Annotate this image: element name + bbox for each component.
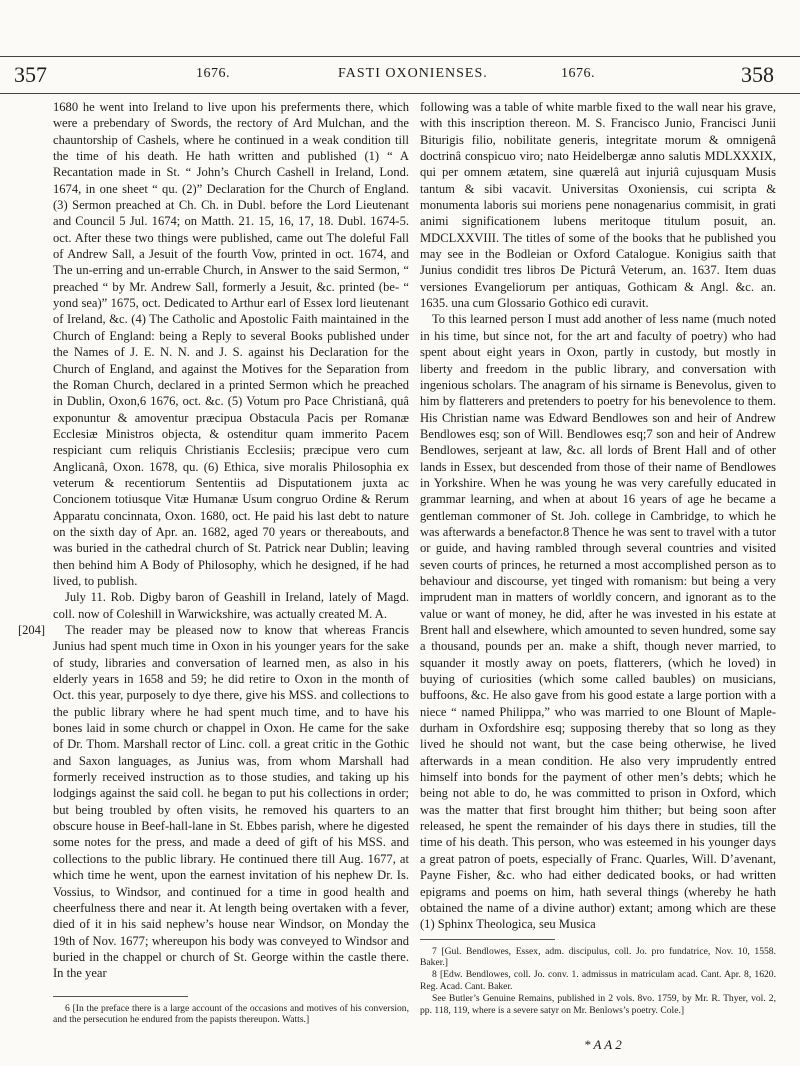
margin-page-mark: [204] <box>18 623 46 637</box>
right-column <box>420 99 776 1016</box>
footnote: 7 [Gul. Bendlowes, Essex, adm. discipulus, coll. Jo. pro fundatrice, Nov. 10, 1558. Baker.] <box>420 945 776 969</box>
top-rule <box>0 56 800 57</box>
footnote: 6 [In the preface there is a large account of the occasions and motives of his conversion, and the persecution he endured from the papists thereupon. Watts.] <box>53 1002 409 1026</box>
footnote: 8 [Edw. Bendlowes, coll. Jo. conv. 1. admissus in matriculam acad. Cant. Apr. 8, 1620. Reg. Acad. Cant. Baker. <box>420 969 776 992</box>
footnote: See Butler’s Genuine Remains, published in 2 vols. 8vo. 1759, by Mr. R. Thyer, vol. 2, pp. 118, 119, where is a severe satyr on Mr. Benlows’s poetry. Cole.] <box>420 992 776 1016</box>
right-year: 1676. <box>561 66 595 81</box>
footnote-rule <box>420 939 555 940</box>
left-page-number: 357 <box>14 62 47 87</box>
footnote-rule <box>53 996 188 997</box>
header-rule <box>0 93 800 94</box>
paragraph: July 11. Rob. Digby baron of Geashill in Ireland, lately of Magd. coll. now of Coleshill in Warwickshire, was actually created M. A. <box>53 590 409 621</box>
left-year: 1676. <box>196 66 230 81</box>
signature-mark: * A A 2 <box>584 1037 622 1052</box>
paragraph: 1680 he went into Ireland to live upon his preferments there, which were a prebendary of Swords, the rectory of Ard Mulchan, and the chauntorship of Cashels, where he continued in a weak condition till the time of his death. He hath written and published (1) “ A Recantation made in St. “ John’s Church Cashell in Ireland, Lond. 1674, in one sheet “ qu. (2)” Declaration for the Church of England. (3) Sermon preached at Ch. Ch. in Dubl. before the Lord Lieutenant and Council 5 Jul. 1674; on Matth. 21. 15, 16, 17, 18. Dubl. 1674-5. oct. After these two things were published, came out The doleful Fall of Andrew Sall, a Jesuit of the fourth Vow, printed in oct. 1674, and The un-erring and un-errable Church, in Answer to the said Sermon, “ preached “ by Mr. Andrew Sall, formerly a Jesuit, &c. printed (be- “ yond sea)” 1675, oct. Dedicated to Arthur earl of Essex lord lieutenant of Ireland, &c. (4) The Catholic and Apostolic Faith maintained in the Church of England: being a Reply to several Books published under the Names of J. E. N. N. and J. S. against his Declaration for the Church of England, and against the Motives for the Separation from the Roman Church, declared in a printed Sermon which he preached in Dublin, Oxon,6 1676, oct. &c. (5) Votum pro Pace Christianâ, quâ exponuntur & amoventur præcipua Obstacula Pacis per Romanæ Ecclesiæ Ministros objecta, & ostenditur quam immerito Pacem respiciant cum reliquis Christianis Ecclesiis; præcipue vero cum Anglicanâ, Oxon. 1678, qu. (6) Ethica, sive moralis Philosophia ex veterum & recentiorum Sententiis ad Disputationem juxta ac Concionem totiusque Vitæ Humanæ Usum congruo Ordine & Rerum Apparatu concinnata, Oxon. 1680, oct. He paid his last debt to nature on the sixth day of Apr. an. 1682, aged 70 years or thereabouts, and was buried in the cathedral church of St. Patrick near Dublin; leaving then behind him A Body of Philosophy, which he designed, if he had lived, to publish. <box>53 100 409 588</box>
right-page-number: 358 <box>741 62 774 87</box>
paragraph: following was a table of white marble fixed to the wall near his grave, with this inscription thereon. M. S. Francisco Junio, Francisci Junii Biturigis filio, nobilitate generis, integritate morum & omnigenâ doctrinâ conspicuo viro; nato Heidelbergæ anno salutis MDLXXXIX, qui per omnem ætatem, sine quærelâ aut injuriâ cujusquam Musis tantum & sibi vacavit. Universitas Oxoniensis, cui scripta & monumenta laboris sui moriens pene nonagenarius commisit, in grati animi significationem lubens meritoque titulum posuit, an. MDCLXXVIII. The titles of some of the books that he published you may see in the Bodleian or Oxford Catalogue. Konigius saith that Junius condidit tres libros De Picturâ Veterum, an. 1637. Item duas versiones Evangeliorum per antiquas, Gothicam & Angl. &c. an. 1635. una cum Glossario Gothico edi curavit. <box>420 100 776 311</box>
running-title: FASTI OXONIENSES. <box>338 66 488 81</box>
paragraph: To this learned person I must add another of less name (much noted in his time, but since not, for the art and faculty of poetry) who had spent about eight years in Oxon, partly in custody, but mostly in liberty and freedom in the public library, and conversation with ingenious scholars. The anagram of his sirname is Benevolus, given to him by flatterers and pretenders to poetry for his benevolence to them. His Christian name was Edward Bendlowes son and heir of Andrew Bendlowes esq; son of Will. Bendlowes esq;7 son and heir of Andrew Bendlowes, serjeant at law, &c. all lords of Brent Hall and of other lands in Essex, but descended from those of their name of Bendlowes in Yorkshire. When he was young he was very carefully educated in grammar learning, and when at about 16 years of age he became a gentleman commoner of St. Joh. college in Cambridge, to which he was afterwards a benefactor.8 Thence he was sent to travel with a tutor or guide, and having rambled through several countries and visited seven courts of princes, he returned a most accomplished person as to behaviour and discourse, yet tinged with romanism: but being a very imprudent man in matters of worldly concern, and ignorant as to the value or want of money, he did, after he was invested in his estate at Brent hall and elsewhere, which amounted to seven hundred, some say a thousand, pounds per an. make a shift, though never married, to squander it mostly away on poets, flatterers, (which he loved) in buying of curiosities (which some called baubles) on musicians, buffoons, &c. He also gave from his good estate a large portion with a niece “ named Philippa,” who was married to one Blount of Maple-durham in Oxfordshire esq; supposing thereby that so long as they lived he should not want, but the case being otherwise, he lived afterwards in a mean condition. He also very imprudently entred himself into bonds for the payment of other men’s debts; which he being not able to do, he was committed to prison in Oxford, which was the matter that first brought him thither; but being soon after released, he spent the remainder of his days there in studies, till the time of his death. This person, who was esteemed in his younger days a great patron of poets, especially of Franc. Quarles, Will. D’avenant, Payne Fisher, &c. who had either dedicated books, or had written epigrams and poems on him, hath several things (whereby he hath obtained the name of a divine author) extant; among which are these (1) Sphinx Theologica, seu Musica <box>420 312 776 932</box>
running-header <box>0 62 800 90</box>
left-column <box>53 99 409 1026</box>
paragraph: The reader may be pleased now to know that whereas Francis Junius had spent much time in Oxon in his younger years for the sake of study, libraries and conversation of learned men, as also in his elderly years in 1658 and 59; he did retire to Oxon in the month of Oct. this year, purposely to dye there, give his MSS. and collections to the public library where he had spent much time, and to have his bones laid in some church or chappel in Oxon. He came for the sake of Dr. Thom. Marshall rector of Linc. coll. a great critic in the Gothic and Saxon languages, as Junius was, from whom Marshall had formerly received instruction as to those studies, and taking up his lodgings against the said coll. he began to put his collections in order; but being troubled by often visits, he removed his quarters to an obscure house in Beef-hall-lane in St. Ebbes parish, where he digested some notes for the press, and made a deed of gift of his MSS. and collections to the public library. He continued there till Aug. 1677, at which time he went, upon the earnest invitation of his nephew Dr. Is. Vossius, to Windsor, and continued for a time in good health and cheerfulness there and near it. At length being overtaken with a fever, died of it in his said nephew’s house near Windsor, on Monday the 19th of Nov. 1677; whereupon his body was conveyed to Windsor and buried in the chappel or church of St. George within the castle there. In the year <box>53 623 409 981</box>
